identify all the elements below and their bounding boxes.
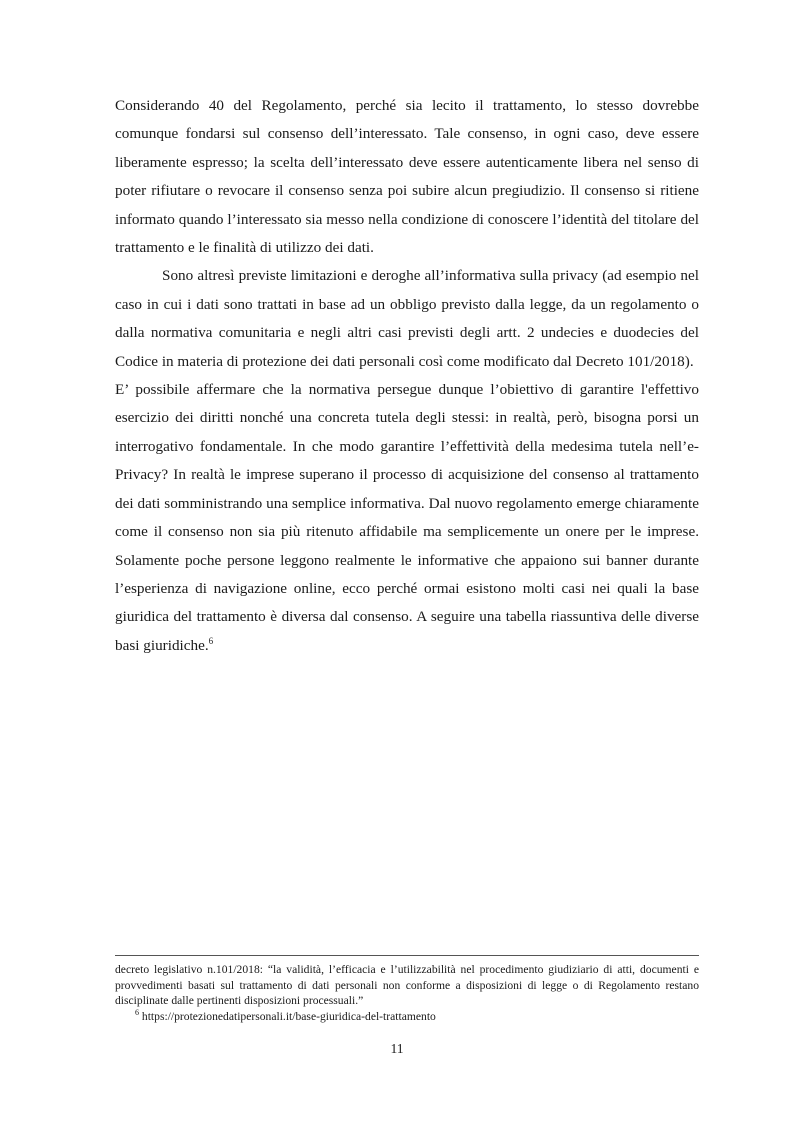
body-text [115,92,699,660]
footnote-continuation: decreto legislativo n.101/2018: “la validità, l’efficacia e l’utilizzabilità nel procedimento giudiziario di atti, documenti e provvedimenti basati sul trattamento di dati personali non conforme a disposizioni di legge o di Regolamento restano disciplinate dalle pertinenti disposizioni processuali.” [115,963,699,1008]
footnotes [115,962,699,1024]
footnote-reference-6[interactable]: 6 [208,635,214,646]
footnote-6-link[interactable]: https://protezionedatipersonali.it/base-giuridica-del-trattamento [141,1009,436,1023]
paragraph-limitazioni: Sono altresì previste limitazioni e deroghe all’informativa sulla privacy (ad esempio nel caso in cui i dati sono trattati in base ad un obbligo previsto dalla legge, da un regolamento o dalla normativa comunitaria e negli altri casi previsti degli artt. 2 undecies e duodecies del Codice in materia di protezione dei dati personali così come modificato dal Decreto 101/2018). [115,267,699,370]
paragraph-normativa [115,376,699,660]
paragraph-consenso: Considerando 40 del Regolamento, perché sia lecito il trattamento, lo stesso dovrebbe comunque fondarsi sul consenso dell’interessato. Tale consenso, in ogni caso, deve essere liberamente espresso; la scelta dell’interessato deve essere autenticamente libera nel senso di poter rifiutare o revocare il consenso senza poi subire alcun pregiudizio. Il consenso si ritiene informato quando l’interessato sia messo nella condizione di conoscere l’identità del titolare del trattamento e le finalità di utilizzo dei dati. [115,97,699,257]
paragraph-normativa-text: E’ possibile affermare che la normativa persegue dunque l’obiettivo di garantire l'effettivo esercizio dei diritti nonché una concreta tutela degli stessi: in realtà, però, bisogna porsi un interrogativo fondamentale. In che modo garantire l’effettività della medesima tutela nell’e-Privacy? In realtà le imprese superano il processo di acquisizione del consenso al trattamento dei dati somministrando una semplice informativa. Dal nuovo regolamento emerge chiaramente come il consenso non sia più ritenuto affidabile ma semplicemente un onere per le imprese. Solamente poche persone leggono realmente le informative che appaiono sui banner durante l’esperienza di navigazione online, ecco perché ormai esistono molti casi nei quali la base giuridica del trattamento è diversa dal consenso. A seguire una tabella riassuntiva delle diverse basi giuridiche. [115,381,699,654]
page-number: 11 [390,1041,404,1056]
footnote-6-marker: 6 [135,1007,139,1017]
footnote-separator [115,955,699,956]
footnote-6 [115,1009,699,1025]
